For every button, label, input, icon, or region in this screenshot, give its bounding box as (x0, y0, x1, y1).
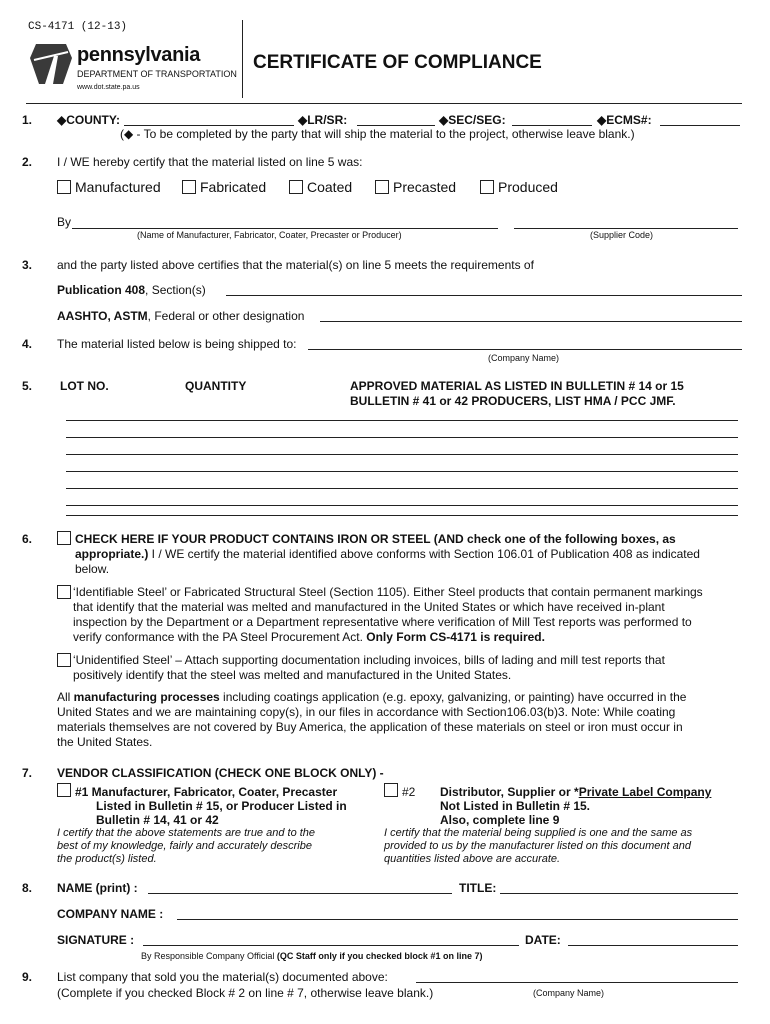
section-number: 2. (22, 155, 33, 169)
fabricated-label: Fabricated (200, 179, 267, 195)
section4-text: The material listed below is being shipped to: (57, 337, 297, 351)
processes-l4: the United States. (57, 735, 153, 749)
county-field[interactable] (124, 125, 294, 126)
material-line[interactable] (66, 454, 738, 455)
company-caption: (Company Name) (488, 353, 560, 363)
header-rule (26, 103, 742, 104)
approved-header-1: APPROVED MATERIAL AS LISTED IN BULLETIN # 14 or 15 (350, 379, 684, 393)
supplier-code-field[interactable] (514, 228, 738, 229)
manufactured-checkbox[interactable] (57, 180, 71, 194)
identifiable-steel-l4: verify conformance with the PA Steel Procurement Act. Only Form CS-4171 is required. (73, 630, 545, 644)
by-label: By (57, 215, 72, 229)
name-field[interactable] (148, 893, 452, 894)
block2-num: #2 (402, 785, 416, 799)
ship-to-field[interactable] (308, 349, 742, 350)
seller-company-field[interactable] (416, 982, 738, 983)
iron-steel-certify: appropriate.) I / WE certify the material identified above conforms with Section 106.01 of Publication 408 as indicated (75, 547, 700, 561)
code-caption: (Supplier Code) (590, 230, 654, 240)
page-title: CERTIFICATE OF COMPLIANCE (253, 52, 542, 73)
approved-header-2: BULLETIN # 41 or 42 PRODUCERS, LIST HMA / PCC JMF. (350, 394, 676, 408)
material-line[interactable] (66, 471, 738, 472)
agency-name: pennsylvania (77, 44, 201, 66)
iron-steel-checkbox[interactable] (57, 531, 71, 545)
processes-l3: materials themselves are not covered by Buy America, the application of these materials on steel or iron must occur in (57, 720, 683, 734)
company-field[interactable] (177, 919, 738, 920)
iron-steel-below: below. (75, 562, 110, 576)
name-label: NAME (print) : (57, 881, 138, 895)
lrsr-label: ◆LR/SR: (298, 113, 348, 127)
block1-i1: I certify that the above statements are true and to the (57, 827, 316, 839)
block2-i3: quantities listed above are accurate. (384, 853, 561, 865)
agency-url: www.dot.state.pa.us (77, 84, 140, 91)
section-number: 5. (22, 379, 33, 393)
processes-l1: All manufacturing processes including coatings application (e.g. epoxy, galvanizing, or painting) have occurred in the (57, 690, 687, 704)
material-line[interactable] (66, 515, 738, 516)
fabricated-checkbox[interactable] (182, 180, 196, 194)
seller-caption: (Company Name) (533, 988, 605, 998)
section2-text: I / WE hereby certify that the material listed on line 5 was: (57, 155, 363, 169)
section-number: 1. (22, 113, 33, 127)
unidentified-steel-checkbox[interactable] (57, 653, 71, 667)
identifiable-steel-l3: inspection by the Department or a Department representative where verification of Mill Test reports was performed to (73, 615, 692, 629)
section9-l2: (Complete if you checked Block # 2 on line # 7, otherwise leave blank.) (57, 986, 434, 1000)
vendor-heading: VENDOR CLASSIFICATION (CHECK ONE BLOCK ONLY) - (57, 766, 384, 780)
form-id: CS-4171 (12-13) (28, 21, 128, 33)
identifiable-steel-checkbox[interactable] (57, 585, 71, 599)
name-caption: (Name of Manufacturer, Fabricator, Coater, Precaster or Producer) (137, 230, 402, 240)
county-label: ◆COUNTY: (57, 113, 120, 127)
identifiable-steel-l2: that identify that the material was melted and manufactured in the United States or which have received in-plant (73, 600, 665, 614)
section9-l1: List company that sold you the material(s) documented above: (57, 970, 388, 984)
block2-l2: Not Listed in Bulletin # 15. (440, 799, 591, 813)
signature-caption: By Responsible Company Official (QC Staff only if you checked block #1 on line 7) (141, 951, 483, 961)
block2-i1: I certify that the material being supplied is one and the same as (384, 827, 693, 839)
lrsr-field[interactable] (357, 125, 435, 126)
coated-label: Coated (307, 179, 353, 195)
identifiable-steel-l1: ‘Identifiable Steel’ or Fabricated Structural Steel (Section 1105). Either Steel products that contain permanent markings (73, 585, 703, 599)
producer-name-field[interactable] (72, 228, 498, 229)
unidentified-steel-l2: positively identify that the steel was melted and manufactured in the United States. (73, 668, 512, 682)
unidentified-steel-l1: ‘Unidentified Steel’ – Attach supporting documentation including invoices, bills of lading and mill test reports that (73, 653, 665, 667)
produced-label: Produced (498, 179, 558, 195)
material-line[interactable] (66, 420, 738, 421)
signature-field[interactable] (143, 945, 519, 946)
section3-text: and the party listed above certifies that the material(s) on line 5 meets the requirements of (57, 258, 534, 272)
coated-checkbox[interactable] (289, 180, 303, 194)
secseg-field[interactable] (512, 125, 592, 126)
precasted-label: Precasted (393, 179, 457, 195)
keystone-road-logo-icon (30, 44, 72, 84)
quantity-header: QUANTITY (185, 379, 247, 393)
designation-field[interactable] (320, 321, 742, 322)
block2-checkbox[interactable] (384, 783, 398, 797)
section-number: 8. (22, 881, 33, 895)
header-divider (242, 20, 243, 98)
section1-note: (◆ - To be completed by the party that will ship the material to the project, otherwise leave blank.) (120, 127, 635, 141)
section-number: 9. (22, 970, 33, 984)
block1-i3: the product(s) listed. (57, 853, 157, 865)
publication-label: Publication 408, Section(s) (57, 283, 206, 297)
material-line[interactable] (66, 488, 738, 489)
block1-l1: #1 Manufacturer, Fabricator, Coater, Precaster (75, 785, 338, 799)
material-line[interactable] (66, 505, 738, 506)
block2-l1: Distributor, Supplier or *Private Label Company (440, 785, 712, 799)
section-number: 7. (22, 766, 33, 780)
block2-l3: Also, complete line 9 (440, 813, 560, 827)
company-label: COMPANY NAME : (57, 907, 164, 921)
processes-l2: United States and we are maintaining copy(s), in our files in accordance with Section106.03(b)3. Note: While coating (57, 705, 676, 719)
section-number: 4. (22, 337, 33, 351)
precasted-checkbox[interactable] (375, 180, 389, 194)
agency-dept: DEPARTMENT OF TRANSPORTATION (77, 69, 237, 79)
material-line[interactable] (66, 437, 738, 438)
manufactured-label: Manufactured (75, 179, 161, 195)
block1-i2: best of my knowledge, fairly and accurately describe (57, 840, 312, 852)
secseg-label: ◆SEC/SEG: (439, 113, 506, 127)
block1-l3: Bulletin # 14, 41 or 42 (96, 813, 219, 827)
produced-checkbox[interactable] (480, 180, 494, 194)
title-field[interactable] (500, 893, 738, 894)
block2-i2: provided to us by the manufacturer listed on this document and (384, 840, 691, 852)
aashto-label: AASHTO, ASTM, Federal or other designation (57, 309, 305, 323)
ecms-label: ◆ECMS#: (597, 113, 652, 127)
section-number: 3. (22, 258, 33, 272)
publication-section-field[interactable] (226, 295, 742, 296)
title-label: TITLE: (459, 881, 497, 895)
lot-header: LOT NO. (60, 379, 109, 393)
ecms-field[interactable] (660, 125, 740, 126)
date-field[interactable] (568, 945, 738, 946)
signature-label: SIGNATURE : (57, 933, 135, 947)
date-label: DATE: (525, 933, 561, 947)
section-number: 6. (22, 532, 33, 546)
block1-checkbox[interactable] (57, 783, 71, 797)
block1-l2: Listed in Bulletin # 15, or Producer Listed in (96, 799, 347, 813)
iron-steel-heading: CHECK HERE IF YOUR PRODUCT CONTAINS IRON OR STEEL (AND check one of the following boxes, as (75, 532, 676, 546)
